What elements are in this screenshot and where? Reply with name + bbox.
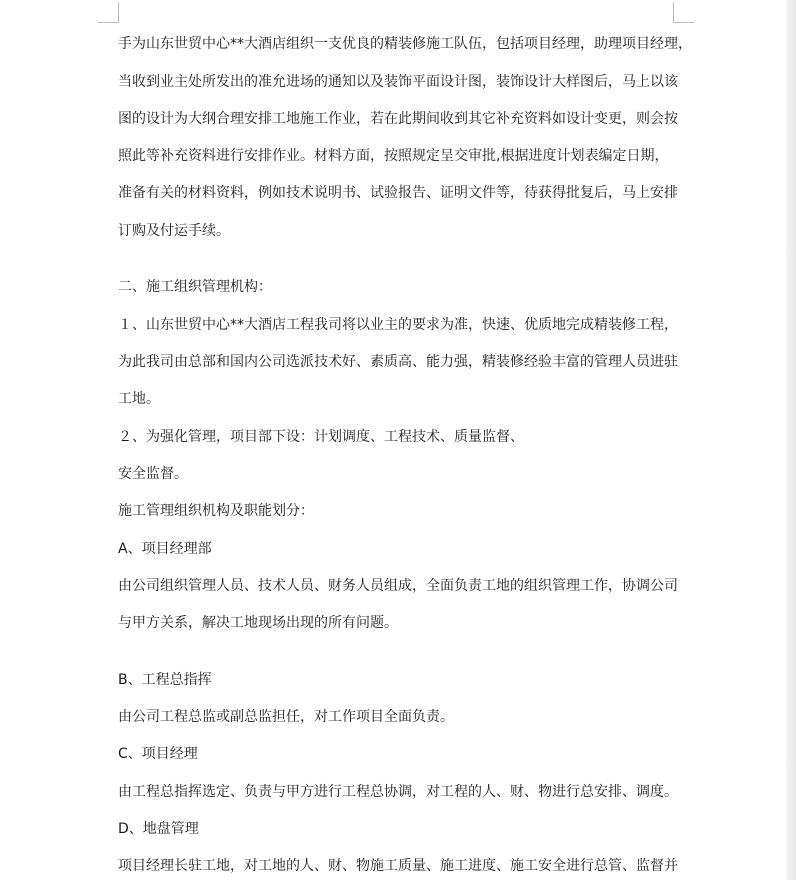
paragraph-line: 与甲方关系，解决工地现场出现的所有问题。 (118, 615, 398, 631)
paragraph-line: 订购及付运手续。 (118, 223, 230, 239)
page-edge-shadow (786, 0, 796, 880)
paragraph-line: 为此我司由总部和国内公司选派技术好、素质高、能力强，精装修经验丰富的管理人员进驻 (118, 354, 678, 370)
item-heading: C、项目经理 (118, 746, 198, 762)
item-heading: A、项目经理部 (118, 541, 212, 557)
paragraph-line: １、山东世贸中心**大酒店工程我司将以业主的要求为准，快速、优质地完成精装修工程， (118, 317, 678, 333)
section-heading: 二、施工组织管理机构： (118, 279, 272, 295)
item-heading: D、地盘管理 (118, 821, 199, 837)
paragraph-line: 项目经理长驻工地，对工地的人、财、物施工质量、施工进度、施工安全进行总管、监督并 (118, 858, 678, 874)
paragraph-line: 当收到业主处所发出的准允进场的通知以及装饰平面设计图，装饰设计大样图后，马上以该 (118, 74, 678, 90)
paragraph-line: 照此等补充资料进行安排作业。材料方面，按照规定呈交审批,根据进度计划表编定日期， (118, 148, 669, 164)
margin-corner-mark-right (673, 2, 694, 23)
paragraph-line: 工地。 (118, 391, 160, 407)
paragraph-line: 手为山东世贸中心**大酒店组织一支优良的精装修施工队伍，包括项目经理，助理项目经理， (118, 36, 692, 52)
paragraph-line: 由公司组织管理人员、技术人员、财务人员组成，全面负责工地的组织管理工作，协调公司 (118, 578, 678, 594)
paragraph-line: ２、为强化管理，项目部下设：计划调度、工程技术、质量监督、 (118, 429, 524, 445)
item-heading: B、工程总指挥 (118, 672, 212, 688)
paragraph-line: 安全监督。 (118, 466, 188, 482)
margin-corner-mark-left (98, 2, 119, 23)
subsection-heading: 施工管理组织机构及职能划分： (118, 503, 314, 519)
paragraph-line: 由公司工程总监或副总监担任，对工作项目全面负责。 (118, 709, 454, 725)
paragraph-line: 由工程总指挥选定、负责与甲方进行工程总协调，对工程的人、财、物进行总安排、调度。 (118, 784, 678, 800)
paragraph-line: 图的设计为大纲合理安排工地施工作业，若在此期间收到其它补充资料如设计变更，则会按 (118, 111, 678, 127)
paragraph-line: 准备有关的材料资料，例如技术说明书、试验报告、证明文件等，待获得批复后，马上安排 (118, 185, 678, 201)
